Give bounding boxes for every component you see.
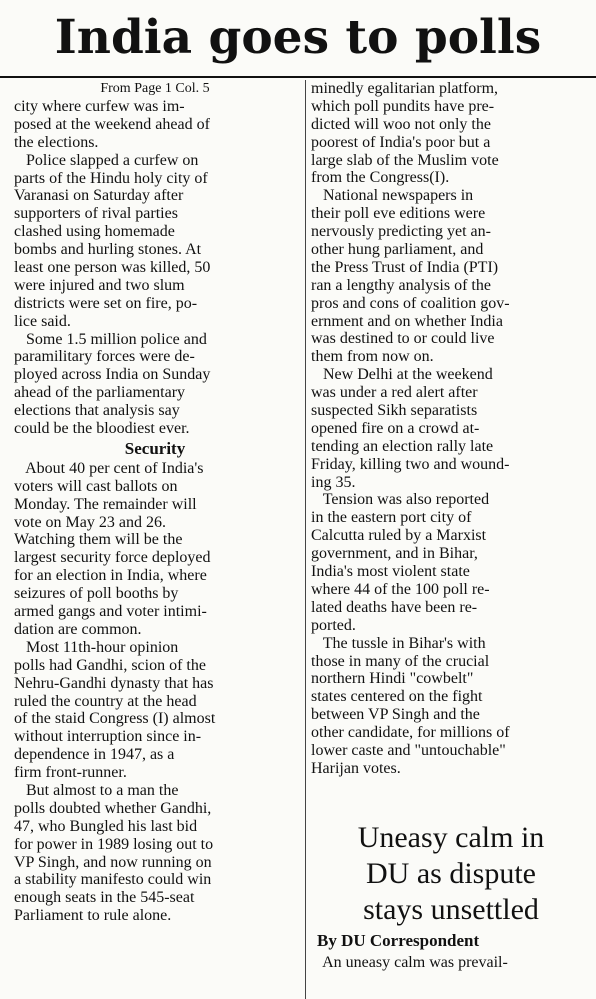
article-line: government, and in Bihar, (311, 545, 478, 563)
story-2-headline: stays unsettled (363, 893, 539, 926)
article-line: ployed across India on Sunday (14, 366, 211, 384)
article-line: lice said. (14, 312, 71, 330)
article-line: armed gangs and voter intimi- (14, 603, 207, 621)
article-line: suspected Sikh separatists (311, 402, 478, 420)
article-line: clashed using homemade (14, 223, 175, 241)
article-line: lower caste and "untouchable" (311, 741, 506, 759)
article-line: from the Congress(I). (311, 169, 450, 187)
story-2-headline: DU as dispute (366, 857, 536, 890)
column-1 (14, 79, 296, 925)
article-line: polls doubted whether Gandhi, (14, 799, 212, 817)
article-line: where 44 of the 100 poll re- (311, 580, 490, 598)
article-line: ported. (311, 616, 356, 634)
article-line: Police slapped a curfew on (14, 151, 199, 169)
article-line: their poll eve editions were (311, 205, 486, 223)
article-line: could be the bloodiest ever. (14, 420, 190, 438)
article-line: lated deaths have been re- (311, 598, 478, 616)
article-line: dation are common. (14, 620, 142, 638)
article-line: The tussle in Bihar's with (311, 634, 486, 652)
article-line: VP Singh, and now running on (14, 853, 212, 871)
article-line: Some 1.5 million police and (14, 330, 207, 348)
article-line: largest security force deployed (14, 549, 211, 567)
article-line: least one person was killed, 50 (14, 259, 211, 277)
article-line: National newspapers in (311, 187, 474, 205)
article-line: ruled the country at the head (14, 692, 197, 710)
article-line: bombs and hurling stones. At (14, 241, 202, 259)
byline: By DU Correspondent (317, 931, 480, 950)
article-line: tending an election rally late (311, 437, 494, 455)
article-line: other candidate, for millions of (311, 724, 510, 742)
article-line: dependence in 1947, as a (14, 746, 175, 764)
article-line: a stability manifesto could win (14, 871, 212, 889)
article-line: states centered on the fight (311, 688, 483, 706)
headline-rule (0, 76, 596, 78)
article-line: in the eastern port city of (311, 509, 472, 527)
article-line: the Press Trust of India (PTI) (311, 258, 499, 276)
headline: India goes to polls (54, 10, 542, 65)
article-line: of the staid Congress (I) almost (14, 710, 216, 728)
article-line: India's most violent state (311, 563, 470, 581)
article-line: firm front-runner. (14, 764, 127, 782)
article-line: ran a lengthy analysis of the (311, 276, 491, 294)
article-line: Watching them will be the (14, 531, 183, 549)
article-line: Friday, killing two and wound- (311, 455, 510, 473)
article-line: for an election in India, where (14, 567, 207, 585)
article-line: minedly egalitarian platform, (311, 80, 499, 97)
article-line: which poll pundits have pre- (311, 97, 495, 115)
article-line: Monday. The remainder will (14, 495, 197, 513)
article-line: northern Hindi "cowbelt" (311, 670, 474, 688)
article-line: large slab of the Muslim vote (311, 151, 499, 169)
article-line: Harijan votes. (311, 759, 401, 777)
article-line: 47, who Bungled his last bid (14, 817, 198, 835)
story-2 (311, 820, 591, 972)
article-line: was under a red alert after (311, 384, 478, 402)
article-line: seizures of poll booths by (14, 585, 179, 603)
article-line: those in many of the crucial (311, 652, 490, 670)
article-line: parts of the Hindu holy city of (14, 169, 208, 187)
article-line: Calcutta ruled by a Marxist (311, 527, 487, 545)
article-line: But almost to a man the (14, 781, 179, 799)
article-line: enough seats in the 545-seat (14, 889, 195, 907)
article-line: Most 11th-hour opinion (14, 638, 179, 656)
article-line: An uneasy calm was prevail- (311, 954, 508, 971)
article-line: Varanasi on Saturday after (14, 187, 184, 205)
article-line: dicted will woo not only the (311, 115, 491, 133)
article-line: was destined to or could live (311, 330, 495, 348)
article-line: poorest of India's poor but a (311, 133, 491, 151)
article-line: opened fire on a crowd at- (311, 419, 480, 437)
dateline: From Page 1 Col. 5 (100, 81, 210, 96)
article-line: Nehru-Gandhi dynasty that has (14, 674, 214, 692)
article-line: were injured and two slum (14, 276, 185, 294)
article-line: About 40 per cent of India's (14, 459, 204, 477)
story-2-headline: Uneasy calm in (357, 821, 545, 854)
article-line: New Delhi at the weekend (311, 366, 493, 384)
article-line: the elections. (14, 133, 99, 151)
article-line: ing 35. (311, 473, 356, 491)
article-line: supporters of rival parties (14, 205, 178, 223)
subhead-security: Security (124, 438, 186, 458)
article-line: ahead of the parliamentary (14, 384, 186, 402)
article-line: nervously predicting yet an- (311, 223, 491, 241)
article-line: Tension was also reported (311, 491, 490, 509)
article-line: them from now on. (311, 348, 434, 366)
article-line: without interruption since in- (14, 728, 202, 746)
article-line: polls had Gandhi, scion of the (14, 656, 206, 674)
column-2 (311, 80, 591, 778)
article-line: elections that analysis say (14, 402, 180, 420)
article-line: Parliament to rule alone. (14, 907, 172, 925)
column-divider (305, 80, 306, 999)
article-line: paramilitary forces were de- (14, 348, 195, 366)
article-line: for power in 1989 losing out to (14, 835, 214, 853)
article-line: ernment and on whether India (311, 312, 503, 330)
article-line: between VP Singh and the (311, 706, 480, 724)
article-line: voters will cast ballots on (14, 477, 178, 495)
article-line: districts were set on fire, po- (14, 294, 198, 312)
article-line: vote on May 23 and 26. (14, 513, 166, 531)
article-line: posed at the weekend ahead of (14, 115, 210, 133)
article-line: city where curfew was im- (14, 98, 185, 115)
article-line: pros and cons of coalition gov- (311, 294, 510, 312)
article-line: other hung parliament, and (311, 241, 484, 259)
